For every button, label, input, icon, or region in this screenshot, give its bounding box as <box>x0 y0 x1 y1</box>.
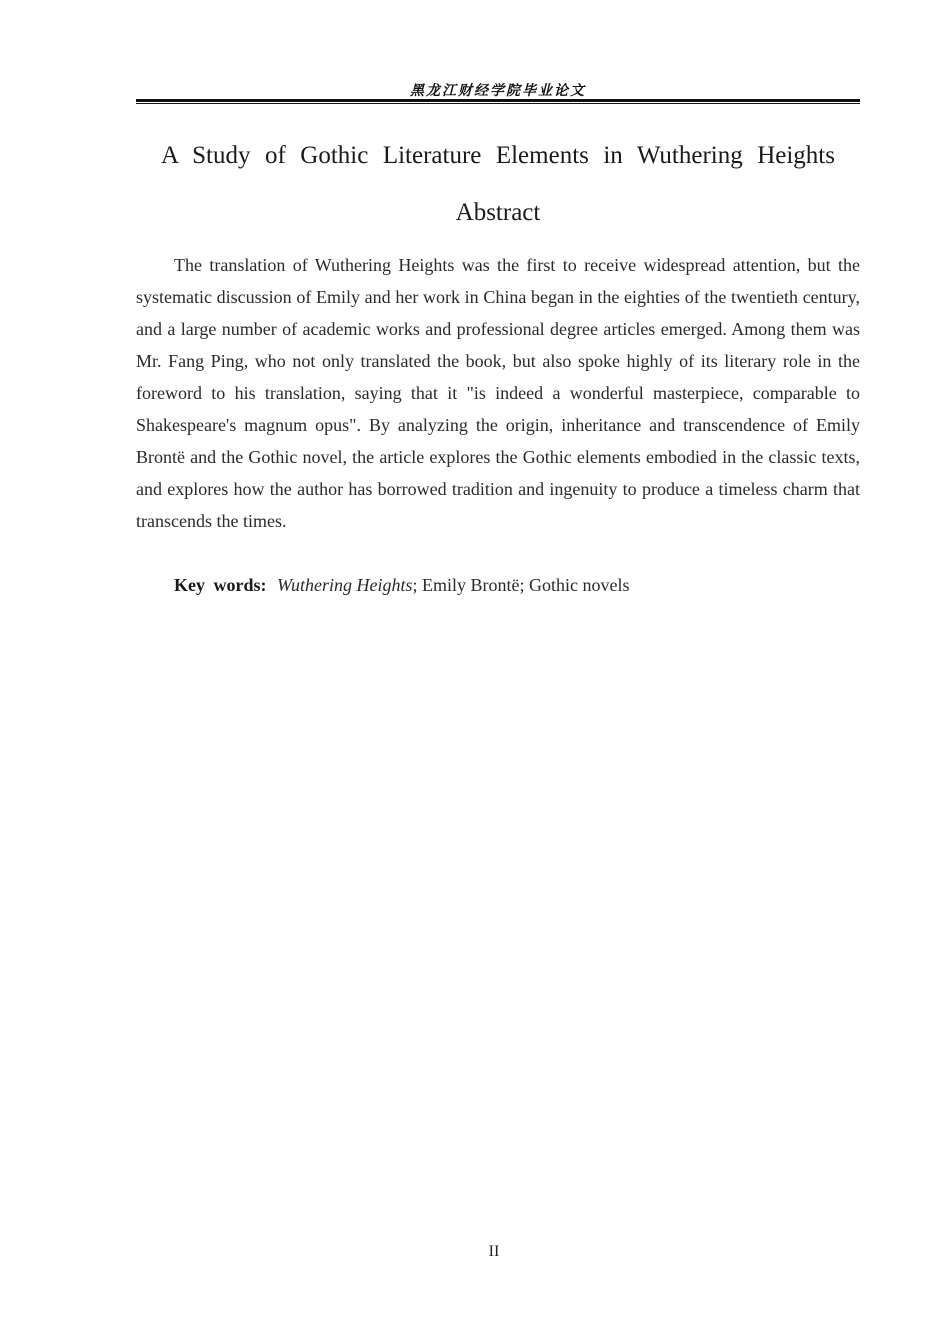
abstract-heading: Abstract <box>455 199 541 226</box>
header-rule-thin <box>136 103 860 104</box>
running-header: 黑龙江财经学院毕业论文 <box>410 83 586 99</box>
abstract-paragraph: The translation of Wuthering Heights was the first to receive widespread attention, but the systematic discussion of Emily and her work in China began in the eighties of the twentieth century, and a large number of academic works and professional degree articles emerged. Among them was Mr. Fang Ping, who not only translated the book, but also spoke highly of its literary role in the foreword to his translation, saying that it "is indeed a wonderful masterpiece, comparable to Shakespeare's magnum opus". By analyzing the origin, inheritance and transcendence of Emily Brontë and the Gothic novel, the article explores the Gothic elements embodied in the classic texts, and explores how the author has borrowed tradition and ingenuity to produce a timeless charm that transcends the times. <box>136 255 860 531</box>
thesis-title: A Study of Gothic Literature Elements in Wuthering Heights <box>161 142 835 169</box>
header-rule <box>136 99 860 105</box>
keywords-rest: ; Emily Brontë; Gothic novels <box>412 575 630 595</box>
keywords-label: Key words: <box>174 575 267 595</box>
page-number: II <box>488 1243 500 1260</box>
header-rule-thick <box>136 99 860 102</box>
keywords-line <box>174 569 860 601</box>
keyword-italic-term: Wuthering Heights <box>277 575 413 595</box>
